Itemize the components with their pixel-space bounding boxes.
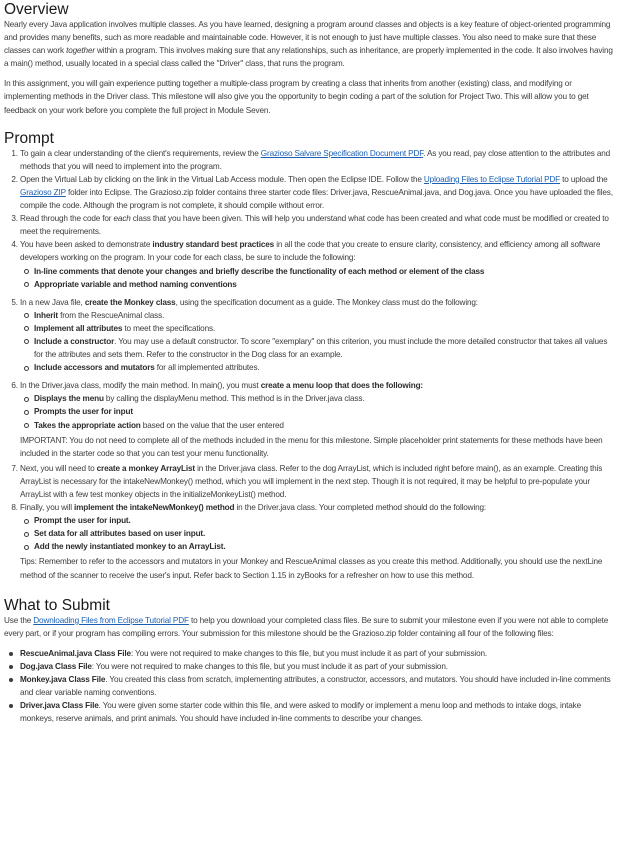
- step-5-bullets: [20, 309, 613, 374]
- list-item: Dog.java Class File: You were not required to make changes to this file, but you must include it as part of your submission.: [20, 660, 613, 673]
- grazioso-zip-link[interactable]: Grazioso ZIP: [20, 187, 66, 197]
- list-item: Include a constructor. You may use a default constructor. To score "exemplary" on this criterion, you must include the more detailed constructor that takes all values for the attributes and sets them. Refer to the constructor in the Dog class for an example.: [34, 335, 613, 361]
- submit-intro: Use the Downloading Files from Eclipse Tutorial PDF to help you download your completed class files. Be sure to submit your milestone even if you were not able to complete every part, or if your program has compiling errors. Your submission for this milestone should be the Grazioso.zip folder containing all four of the following files:: [4, 615, 609, 638]
- prompt-step-3: 3. Read through the code for each class that you have been given. This will help you understand what code has been created and what code must be modified or created to meet the requirements.: [20, 212, 613, 238]
- list-item: Set data for all attributes based on user input.: [34, 527, 613, 540]
- prompt-step-7: 7. Next, you will need to create a monkey ArrayList in the Driver.java class. Refer to the dog ArrayList, which is included right before main(), as an example. Creating this ArrayList is necessary for the intakeNewMonkey() method, which you will implement in the next step. Though it is not required, it may be helpful to pre-populate your ArrayList with a few test monkey objects in the initializeMonkeyList() method.: [20, 462, 613, 501]
- overview-paragraph-2: In this assignment, you will gain experience putting together a multiple-class program by creating a class that inherits from another (existing) class, and modifying or implementing methods in the Driver class. This milestone will also give you the opportunity to begin coding a part of the solution for Project Two. This will allow you to get feedback on your work before you complete the full project in Module Seven.: [4, 79, 589, 115]
- submit-files-list: [4, 647, 613, 726]
- list-item: In-line comments that denote your changes and briefly describe the functionality of each method or element of the class: [34, 265, 613, 278]
- prompt-heading: Prompt: [4, 129, 54, 147]
- list-item: Implement all attributes to meet the specifications.: [34, 322, 613, 335]
- emphasis: together: [66, 46, 95, 56]
- overview-paragraph-1: Nearly every Java application involves multiple classes. As you have learned, designing a program around classes and objects is a key feature of object-oriented programming and provides many benefits, such as more readable and maintainable code. However, it is not enough to just have multiple classes. You also need to make sure that these classes can work together within a program. This involves making sure that any relationships, such as inheritance, are properly implemented in the code. It also involves having a main() method, usually located in a special class called the "Driver" class, that runs the program.: [4, 20, 613, 69]
- list-item: Driver.java Class File. You were given some starter code within this file, and were asked to modify or implement a menu loop and methods to intake dogs, intake monkeys, reserve animals, and print animals. You should have included in-line comments to describe your changes.: [20, 699, 613, 725]
- step-6-bullets: [20, 392, 613, 431]
- document-page: [0, 1, 621, 725]
- prompt-step-2: 2. Open the Virtual Lab by clicking on the link in the Virtual Lab Access module. Then open the Eclipse IDE. Follow the Uploading Files to Eclipse Tutorial PDF to upload the Grazioso ZIP folder into Eclipse. The Grazioso.zip folder contains three starter code files: Driver.java, RescueAnimal.java, and Dog.java. Once you have uploaded the files, compile the code. Although the program is not complete, it should compile without error.: [20, 173, 613, 212]
- prompt-step-5: 5. In a new Java file, create the Monkey class, using the specification document as a guide. The Monkey class must do the following: Inherit from the RescueAnimal class. Implement all attributes to meet the specifications. Include a constructor. You may use a default constructor. To score "exemplary" on this criterion, you must include the more detailed constructor that takes all values for the attributes and sets them. Refer to the constructor in the Dog class for an example. Include accessors and mutators for all implemented attributes.: [20, 296, 613, 380]
- prompt-step-4: 4. You have been asked to demonstrate industry standard best practices in all the code that you create to ensure clarity, consistency, and efficiency among all software developers working on the program. In your code for each class, be sure to include the following: In-line comments that denote your changes and briefly describe the functionality of each method or element of the class Appropriate variable and method naming conventions: [20, 238, 613, 295]
- uploading-files-tutorial-link[interactable]: Uploading Files to Eclipse Tutorial PDF: [423, 174, 561, 184]
- prompt-steps-list: [4, 147, 613, 582]
- list-item: Displays the menu by calling the displayMenu method. This method is in the Driver.java class.: [34, 392, 613, 405]
- list-item: Prompt the user for input.: [34, 514, 613, 527]
- overview-heading: Overview: [4, 1, 69, 18]
- important-note: IMPORTANT: You do not need to complete all of the methods included in the menu for this milestone. Simple placeholder print statements for these methods have been included in the starter code so that you can test your menu functionality.: [20, 435, 603, 458]
- step-8-bullets: [20, 514, 613, 553]
- submit-heading: What to Submit: [4, 596, 110, 614]
- prompt-step-6: 6. In the Driver.java class, modify the main method. In main(), you must create a menu loop that does the following: Displays the menu by calling the displayMenu method. This method is in the Driver.java class. Prompts the user for input Takes the appropriate action based on the value that the user entered IMPORTANT: You do not need to complete all of the methods included in the menu for this milestone. Simple placeholder print statements for these methods have been included in the starter code so that you can test your menu functionality.: [20, 379, 613, 460]
- prompt-step-1: 1. To gain a clear understanding of the client's requirements, review the Grazioso Salvare Specification Document PDF. As you read, pay close attention to the attributes and methods that you will need to implement into the program.: [20, 147, 613, 173]
- prompt-step-8: 8. Finally, you will implement the intakeNewMonkey() method in the Driver.java class. Your completed method should do the following: Prompt the user for input. Set data for all attributes based on user input. Add the newly instantiated monkey to an ArrayList. Tips: Remember to refer to the accessors and mutators in your Monkey and RescueAnimal classes as you create this method. Additionally, you should use the nextLine method of the scanner to receive the user's input. Refer back to Section 1.15 in zyBooks for a refresher on how to use this method.: [20, 501, 613, 582]
- list-item: Takes the appropriate action based on the value that the user entered: [34, 419, 613, 432]
- specification-document-link[interactable]: Grazioso Salvare Specification Document PDF: [260, 148, 424, 158]
- list-item: Include accessors and mutators for all implemented attributes.: [34, 361, 613, 374]
- list-item: Inherit from the RescueAnimal class.: [34, 309, 613, 322]
- downloading-files-tutorial-link[interactable]: Downloading Files from Eclipse Tutorial PDF: [33, 615, 189, 625]
- list-item: Prompts the user for input: [34, 405, 613, 418]
- tips-note: Tips: Remember to refer to the accessors and mutators in your Monkey and RescueAnimal classes as you create this method. Additionally, you should use the nextLine method of the scanner to receive the user's input. Refer back to Section 1.15 in zyBooks for a refresher on how to use this method.: [20, 557, 603, 580]
- step-4-bullets: [20, 265, 613, 291]
- list-item: Add the newly instantiated monkey to an ArrayList.: [34, 540, 613, 553]
- list-item: Appropriate variable and method naming conventions: [34, 278, 613, 291]
- list-item: Monkey.java Class File. You created this class from scratch, implementing attributes, a constructor, accessors, and mutators. You should have included in-line comments and clear variable naming conventions.: [20, 673, 613, 699]
- list-item: RescueAnimal.java Class File: You were not required to make changes to this file, but you must include it as part of your submission.: [20, 647, 613, 660]
